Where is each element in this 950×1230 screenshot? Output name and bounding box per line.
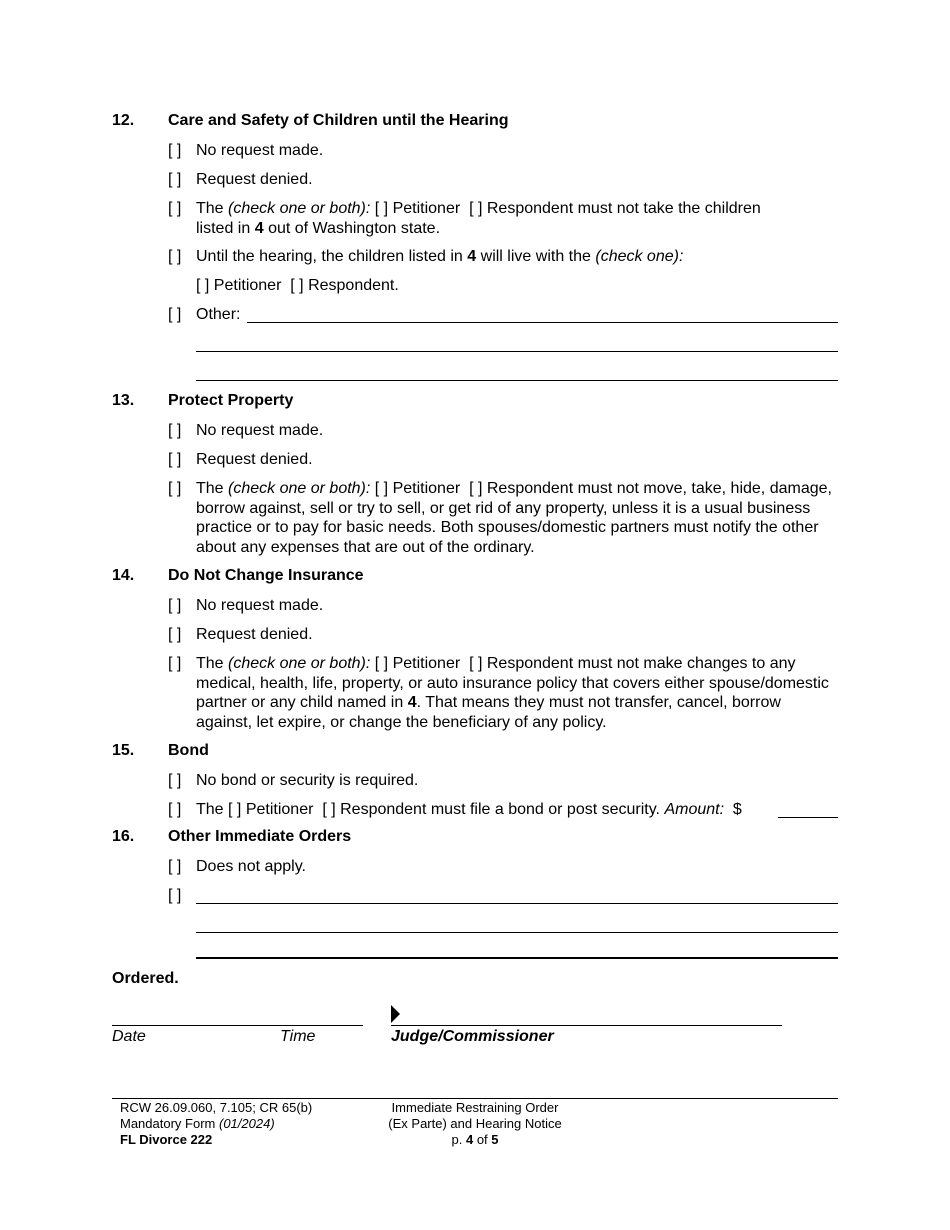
date-time-line[interactable] [112,1025,363,1026]
s16-other-line[interactable] [196,903,838,904]
checkbox[interactable]: [ ] [168,200,182,217]
s12-no-take-children-text: The (check one or both): [ ] Petitioner [ ] Respondent must not take the children listed in 4 out of Washington state. [196,200,761,237]
checkbox[interactable]: [ ] [469,655,483,672]
s15-option-no-bond: [ ] No bond or security is required. [168,772,419,789]
checkbox[interactable]: [ ] [322,801,336,818]
s14-insurance-text: The (check one or both): [ ] Petitioner [ ] Respondent must not make changes to any medical, health, life, property, or auto insurance policy that covers either spouse/domestic partner or any child named in 4. That means they must not transfer, cancel, borrow against, let expire, or change the beneficiary of any policy. [196,655,829,731]
judge-label: Judge/Commissioner [391,1028,554,1045]
section-end-rule [196,957,838,959]
s12-option-no-request: [ ] No request made. [168,142,324,159]
s13-protect-text: The (check one or both): [ ] Petitioner [ ] Respondent must not move, take, hide, damage, borrow against, sell or try to sell, or get rid of any property, unless it is a usual business practice or to pay for basic needs. Both spouses/domestic partners must notify the other about any expenses that are out of the ordinary. [196,480,832,556]
s16-option-does-not-apply: [ ] Does not apply. [168,858,306,875]
section-15-number: 15. [112,742,135,759]
section-13-title: Protect Property [168,392,294,409]
s14-option-no-request: [ ] No request made. [168,597,324,614]
checkbox[interactable]: [ ] [168,422,182,439]
time-label: Time [280,1028,316,1045]
s15-option-file-bond [168,800,196,820]
section-15-title: Bond [168,742,209,759]
s14-option-insurance [168,654,196,674]
checkbox[interactable]: [ ] [168,248,182,265]
checkbox[interactable]: [ ] [168,626,182,643]
checkbox[interactable]: [ ] [168,801,182,818]
s13-option-no-request: [ ] No request made. [168,422,324,439]
date-label: Date [112,1028,146,1045]
s16-option-other [168,886,196,906]
checkbox[interactable]: [ ] [228,801,242,818]
section-14-number: 14. [112,567,135,584]
s15-file-bond-text: The [ ] Petitioner [ ] Respondent must file a bond or post security. Amount: $ [196,801,742,818]
checkbox[interactable]: [ ] [290,277,304,294]
s12-other-line[interactable] [247,322,838,323]
page-number: p. 4 of 5 [451,1132,499,1147]
s12-option-no-take-children [168,199,196,219]
checkbox[interactable]: [ ] [196,277,210,294]
ordered-heading: Ordered. [112,970,179,987]
signature-arrow-icon [391,1005,400,1023]
checkbox[interactable]: [ ] [168,772,182,789]
s12-live-with-text: Until the hearing, the children listed in 4 will live with the (check one): [196,248,684,265]
checkbox[interactable]: [ ] [168,858,182,875]
section-12-number: 12. [112,112,135,129]
section-13-number: 13. [112,392,135,409]
footer-rule [112,1098,838,1099]
section-12-title: Care and Safety of Children until the Hearing [168,112,509,129]
checkbox[interactable]: [ ] [374,200,389,217]
checkbox[interactable]: [ ] [168,306,182,323]
checkbox[interactable]: [ ] [469,200,483,217]
checkbox[interactable]: [ ] [374,655,389,672]
judge-signature-line[interactable] [391,1025,782,1026]
s12-option-denied: [ ] Request denied. [168,171,313,188]
s13-option-denied: [ ] Request denied. [168,451,313,468]
section-14-title: Do Not Change Insurance [168,567,364,584]
checkbox[interactable]: [ ] [168,887,182,904]
checkbox[interactable]: [ ] [168,597,182,614]
checkbox[interactable]: [ ] [168,451,182,468]
checkbox[interactable]: [ ] [168,480,182,497]
s12-option-live-with [168,247,196,267]
checkbox[interactable]: [ ] [374,480,389,497]
bond-amount-field[interactable] [778,817,838,818]
s12-other-line[interactable] [196,380,838,381]
s13-option-protect [168,479,196,499]
s16-other-line[interactable] [196,932,838,933]
checkbox[interactable]: [ ] [168,171,182,188]
s12-option-other: [ ] Other: [168,306,241,323]
section-16-title: Other Immediate Orders [168,828,352,845]
s12-live-with-choices: [ ] Petitioner [ ] Respondent. [196,277,399,294]
footer-center: Immediate Restraining Order (Ex Parte) and Hearing Notice p. 4 of 5 [368,1100,582,1148]
section-16-number: 16. [112,828,135,845]
footer-left: RCW 26.09.060, 7.105; CR 65(b) Mandatory Form (01/2024) FL Divorce 222 [120,1100,313,1147]
checkbox[interactable]: [ ] [168,655,182,672]
checkbox[interactable]: [ ] [469,480,483,497]
s12-other-line[interactable] [196,351,838,352]
s14-option-denied: [ ] Request denied. [168,626,313,643]
checkbox[interactable]: [ ] [168,142,182,159]
